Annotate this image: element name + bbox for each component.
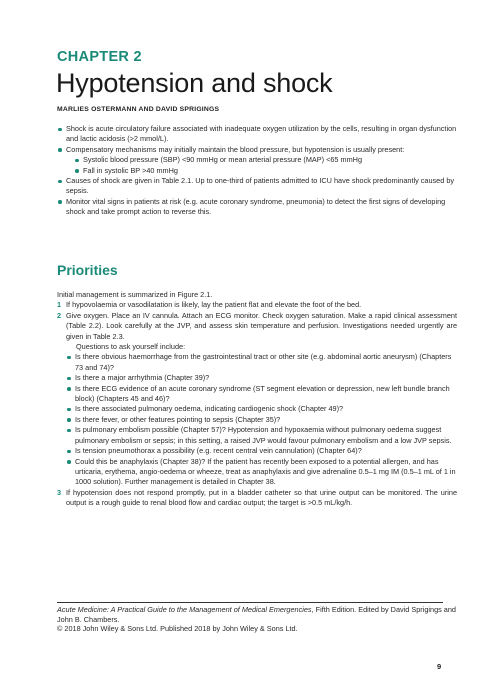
summary-subbullet (74, 166, 457, 176)
chapter-authors: MARLIES OSTERMANN AND DAVID SPRIGINGS (57, 106, 220, 113)
question-text: Is there associated pulmonary oedema, indicating cardiogenic shock (Chapter 49)? (75, 404, 344, 414)
book-title: Acute Medicine: A Practical Guide to the Management of Medical Emergencies (57, 605, 312, 614)
question-item (66, 457, 457, 488)
summary-section (57, 124, 457, 218)
question-text: Is pulmonary embolism possible (Chapter 57)? Hypotension and hypoxaemia without pulmonary oedema suggest pulmonary embolism or sepsis; in this setting, a raised JVP would favour pulmonary embolism and a low JVP sepsis. (75, 425, 452, 445)
step-text: Give oxygen. Place an IV cannula. Attach an ECG monitor. Check oxygen saturation. Make a rapid clinical assessment (Table 2.2). Look carefully at the JVP, and assess skin temperature and perfusion. Investigations needed urgently are given in Table 2.3. (66, 310, 457, 341)
summary-list (57, 124, 457, 218)
question-text: Is tension pneumothorax a possibility (e.g. recent central vein cannulation) (Chapter 64)? (75, 446, 362, 456)
question-text: Is there obvious haemorrhage from the gastrointestinal tract or other site (e.g. abdominal aortic aneurysm) (Chapters 73 and 74)? (75, 352, 452, 372)
summary-bullet (57, 124, 457, 145)
question-item (66, 373, 457, 383)
step-number: 3 (57, 487, 62, 497)
edition-text: , Fifth Edition. Edited by David Sprigings and John B. Chambers. (57, 605, 456, 624)
question-text: Could this be anaphylaxis (Chapter 38)? If the patient has recently been exposed to a potential allergen, and has urticaria, erythema, angio-oedema or wheeze, treat as anaphylaxis and give adrenaline 0.5–1 mg IM (0.5–1 mL of 1 in 1000 solution). Further management is detailed in Chapter 38. (75, 456, 456, 487)
question-item (66, 415, 457, 425)
question-text: Is there ECG evidence of an acute coronary syndrome (ST segment elevation or depression, new left bundle branch block) (Chapters 45 and 46)? (75, 383, 450, 404)
summary-bullet-text: Causes of shock are given in Table 2.1. Up to one-third of patients admitted to ICU have shock predominantly caused by sepsis. (66, 176, 455, 196)
summary-bullet-text: Monitor vital signs in patients at risk (e.g. acute coronary syndrome, pneumonia) to detect the first signs of developing shock and take prompt action to reverse this. (66, 196, 446, 217)
question-item (66, 352, 457, 373)
question-item (66, 446, 457, 456)
questions-intro: Questions to ask yourself include: (76, 342, 186, 352)
step-text: If hypotension does not respond promptly, put in a bladder catheter so that urine output can be monitored. The urine output is a rough guide to renal blood flow and cardiac output; the target is >0.5 mL/kg/h. (66, 487, 457, 508)
priority-step (57, 311, 457, 488)
question-text: Is there a major arrhythmia (Chapter 39)? (75, 373, 210, 383)
priorities-heading: Priorities (57, 262, 118, 278)
footer-divider (57, 602, 443, 603)
priorities-body (57, 290, 457, 509)
question-item (66, 404, 457, 414)
page-number: 9 (437, 662, 442, 671)
copyright-line: © 2018 John Wiley & Sons Ltd. Published 2018 by John Wiley & Sons Ltd. (57, 624, 298, 634)
step-text: If hypovolaemia or vasodilatation is likely, lay the patient flat and elevate the foot of the bed. (66, 300, 362, 310)
summary-subbullet (74, 155, 457, 165)
question-text: Is there fever, or other features pointing to sepsis (Chapter 35)? (75, 414, 281, 424)
priority-step (57, 300, 457, 310)
step-number: 2 (57, 310, 62, 320)
summary-sublist (66, 155, 457, 176)
summary-bullet-text: Compensatory mechanisms may initially maintain the blood pressure, but hypotension is usually present: (66, 144, 405, 154)
summary-subbullet-text: Systolic blood pressure (SBP) <90 mmHg or mean arterial pressure (MAP) <65 mmHg (83, 155, 363, 165)
questions-list (66, 352, 457, 487)
summary-subbullet-text: Fall in systolic BP >40 mmHg (83, 165, 178, 175)
question-item (66, 384, 457, 405)
question-item (66, 425, 457, 446)
summary-bullet (57, 197, 457, 218)
summary-bullet (57, 145, 457, 176)
summary-bullet (57, 176, 457, 197)
priorities-steps (57, 300, 457, 508)
chapter-label: CHAPTER 2 (57, 49, 142, 65)
chapter-title: Hypotension and shock (56, 68, 333, 98)
summary-bullet-text: Shock is acute circulatory failure associated with inadequate oxygen utilization by the cells, resulting in organ dysfunction and lactic acidosis (>2 mmol/L). (66, 124, 457, 144)
footer-source (57, 605, 457, 624)
footer-citation (57, 605, 457, 634)
priority-step (57, 488, 457, 509)
step-number: 1 (57, 300, 62, 310)
priorities-intro: Initial management is summarized in Figure 2.1. (57, 290, 213, 299)
